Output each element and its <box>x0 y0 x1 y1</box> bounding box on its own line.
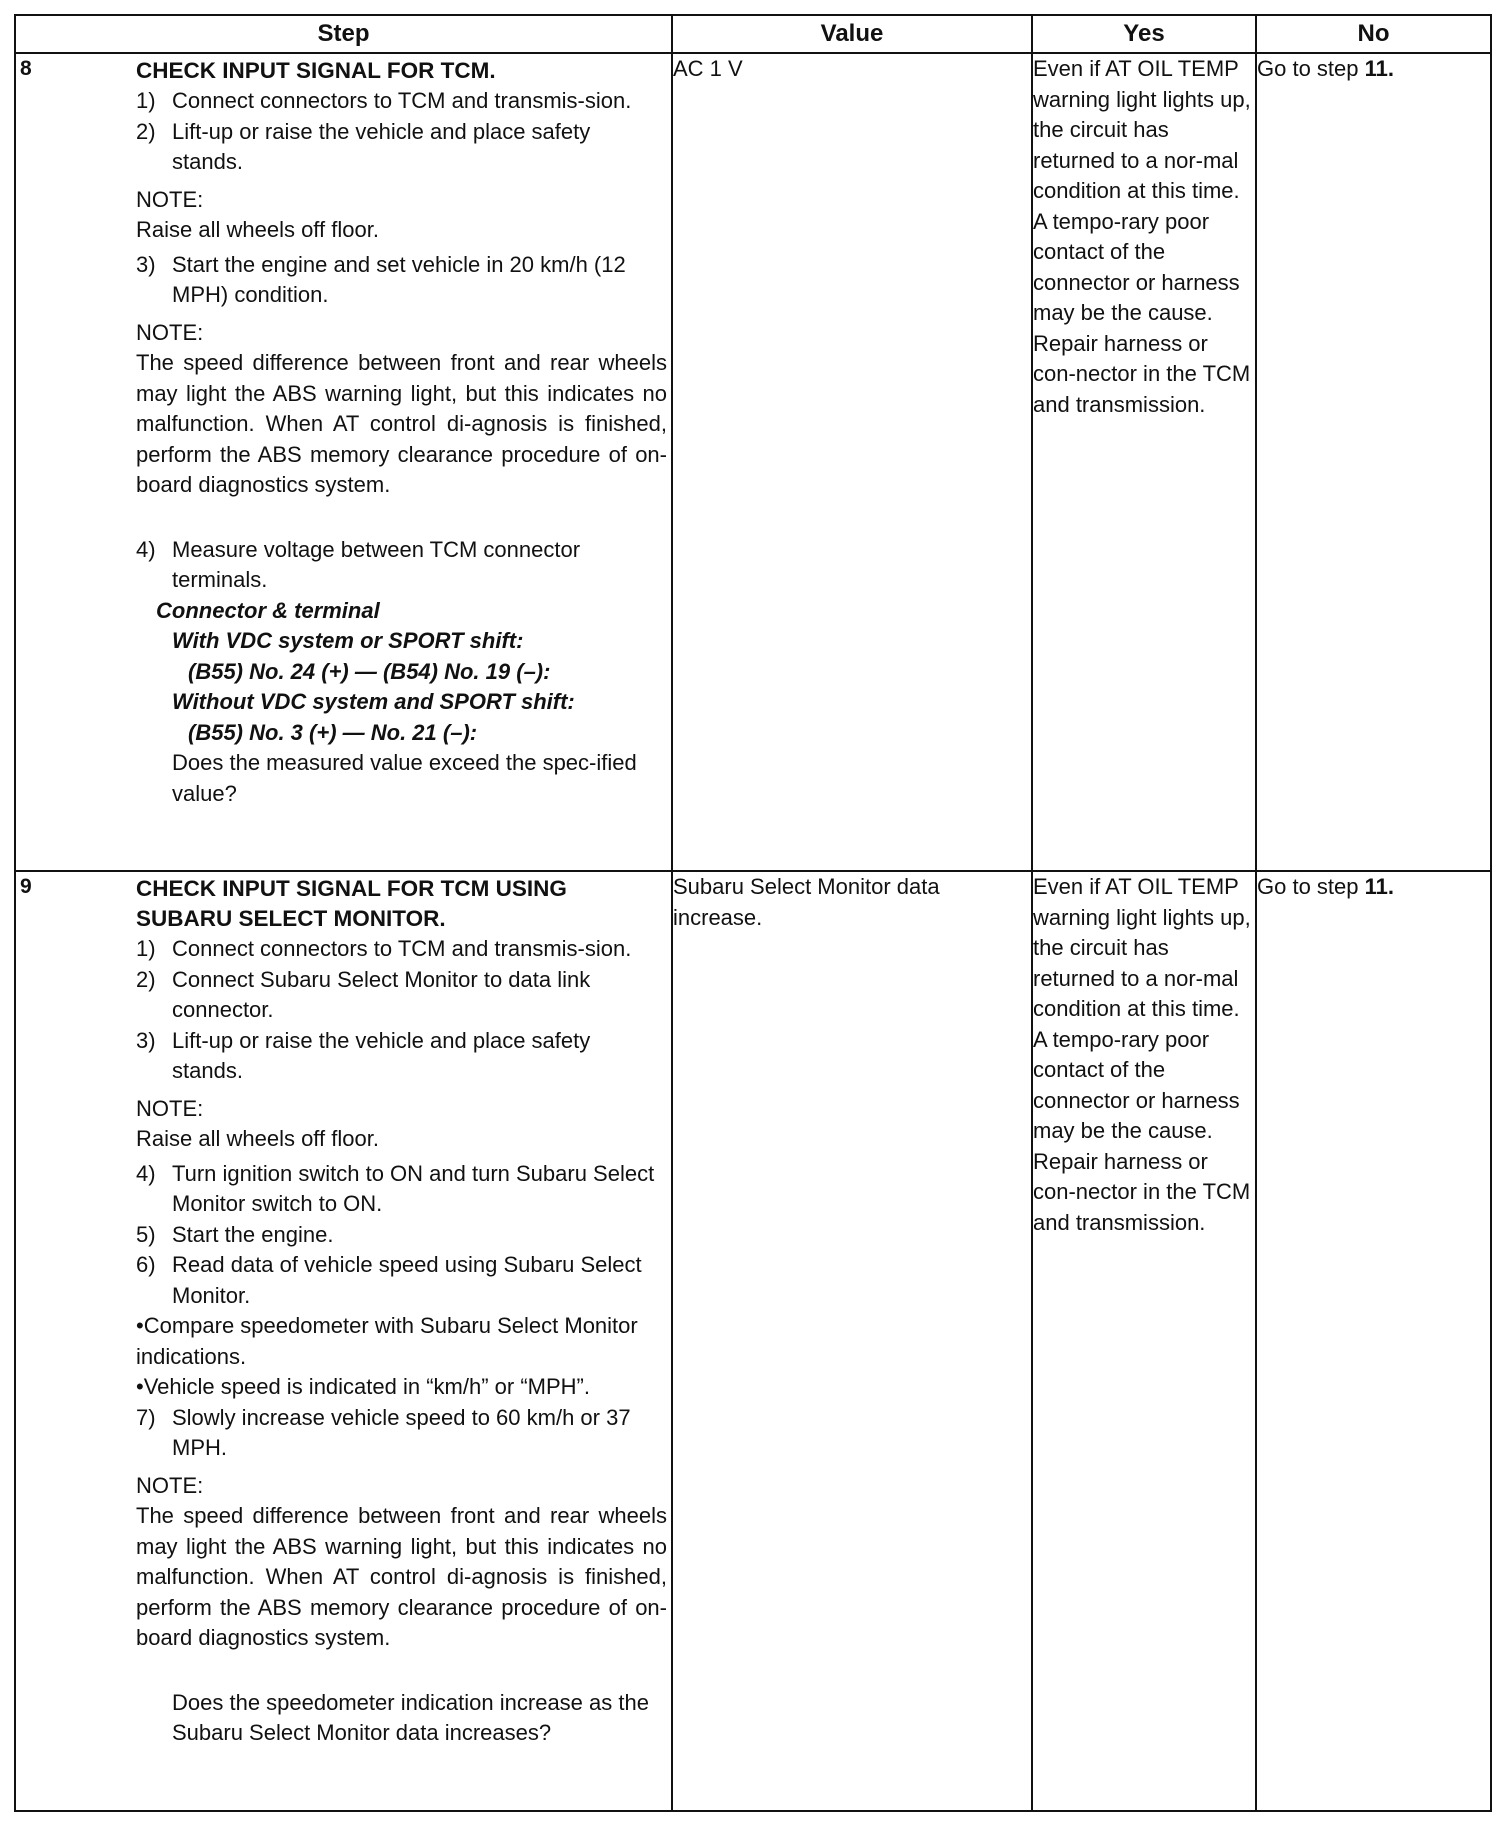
no-vdc-heading: Without VDC system and SPORT shift: <box>172 689 575 714</box>
no-cell <box>1256 53 1491 871</box>
step-question: Does the measured value exceed the spec-ified value? <box>172 750 637 806</box>
yes-cell: Even if AT OIL TEMP warning light lights up, the circuit has returned to a nor-mal condition at this time. A tempo-rary poor contact of the connector or harness may be the cause. Repair harness or con-nector in the TCM and transmission. <box>1032 53 1256 871</box>
header-no: No <box>1256 15 1491 53</box>
list-item: 3) Lift-up or raise the vehicle and place safety stands. <box>136 1027 591 1083</box>
list-item: 6) Read data of vehicle speed using Subaru Select Monitor. <box>136 1252 642 1308</box>
list-item: 7) Slowly increase vehicle speed to 60 km/h or 37 MPH. <box>136 1404 631 1460</box>
note-heading: NOTE: <box>136 319 204 345</box>
table-row-step-8 <box>15 53 1491 871</box>
bullet-item: •Compare speedometer with Subaru Select Monitor indications. <box>136 1313 638 1369</box>
no-step-ref: 11. <box>1364 874 1395 899</box>
no-vdc-terminals: (B55) No. 3 (+) — No. 21 (–): <box>188 719 478 745</box>
no-prefix: Go to step <box>1257 56 1359 81</box>
note-heading: NOTE: <box>136 186 204 212</box>
note-text: Raise all wheels off floor. <box>136 217 379 242</box>
diagnostic-table <box>14 14 1492 1812</box>
list-item: 2) Connect Subaru Select Monitor to data link connector. <box>136 966 591 1022</box>
step-number: 8 <box>20 57 32 80</box>
value-cell: AC 1 V <box>672 53 1032 871</box>
note-text: The speed difference between front and rear wheels may light the ABS warning light, but this indicates no malfunction. When AT control di-agnosis is finished, perform the ABS memory clearance procedure of on-board diagnostics system. <box>136 1503 667 1650</box>
table-row-step-9 <box>15 871 1491 1811</box>
step-number: 9 <box>20 875 32 898</box>
step-title: CHECK INPUT SIGNAL FOR TCM USING SUBARU SELECT MONITOR. <box>136 876 567 931</box>
yes-cell: Even if AT OIL TEMP warning light lights up, the circuit has returned to a nor-mal condition at this time. A tempo-rary poor contact of the connector or harness may be the cause. Repair harness or con-nector in the TCM and transmission. <box>1032 871 1256 1811</box>
bullet-item: •Vehicle speed is indicated in “km/h” or “MPH”. <box>136 1374 590 1399</box>
vdc-heading: With VDC system or SPORT shift: <box>172 628 524 653</box>
header-value: Value <box>672 15 1032 53</box>
no-cell <box>1256 871 1491 1811</box>
vdc-terminals: (B55) No. 24 (+) — (B54) No. 19 (–): <box>188 658 551 684</box>
list-item: 4) Measure voltage between TCM connector terminals. <box>136 536 581 592</box>
list-item: 1) Connect connectors to TCM and transmis-sion. <box>136 88 632 113</box>
note-text: Raise all wheels off floor. <box>136 1126 379 1151</box>
step-cell <box>15 53 672 871</box>
header-row <box>15 15 1491 53</box>
no-prefix: Go to step <box>1257 874 1359 899</box>
note-heading: NOTE: <box>136 1472 204 1498</box>
header-step: Step <box>15 15 672 53</box>
list-item: 2) Lift-up or raise the vehicle and place safety stands. <box>136 118 591 174</box>
value-cell: Subaru Select Monitor data increase. <box>672 871 1032 1811</box>
no-step-ref: 11. <box>1364 56 1395 81</box>
list-item: 4) Turn ignition switch to ON and turn Subaru Select Monitor switch to ON. <box>136 1160 655 1216</box>
note-text: The speed difference between front and rear wheels may light the ABS warning light, but this indicates no malfunction. When AT control di-agnosis is finished, perform the ABS memory clearance procedure of on-board diagnostics system. <box>136 350 667 497</box>
list-item: 1) Connect connectors to TCM and transmis-sion. <box>136 936 632 961</box>
connector-heading: Connector & terminal <box>156 597 380 623</box>
step-cell <box>15 871 672 1811</box>
list-item: 5) Start the engine. <box>136 1221 334 1247</box>
step-title: CHECK INPUT SIGNAL FOR TCM. <box>136 58 496 83</box>
list-item: 3) Start the engine and set vehicle in 20 km/h (12 MPH) condition. <box>136 251 626 307</box>
header-yes: Yes <box>1032 15 1256 53</box>
step-question: Does the speedometer indication increase as the Subaru Select Monitor data increases? <box>172 1689 649 1745</box>
note-heading: NOTE: <box>136 1095 204 1121</box>
